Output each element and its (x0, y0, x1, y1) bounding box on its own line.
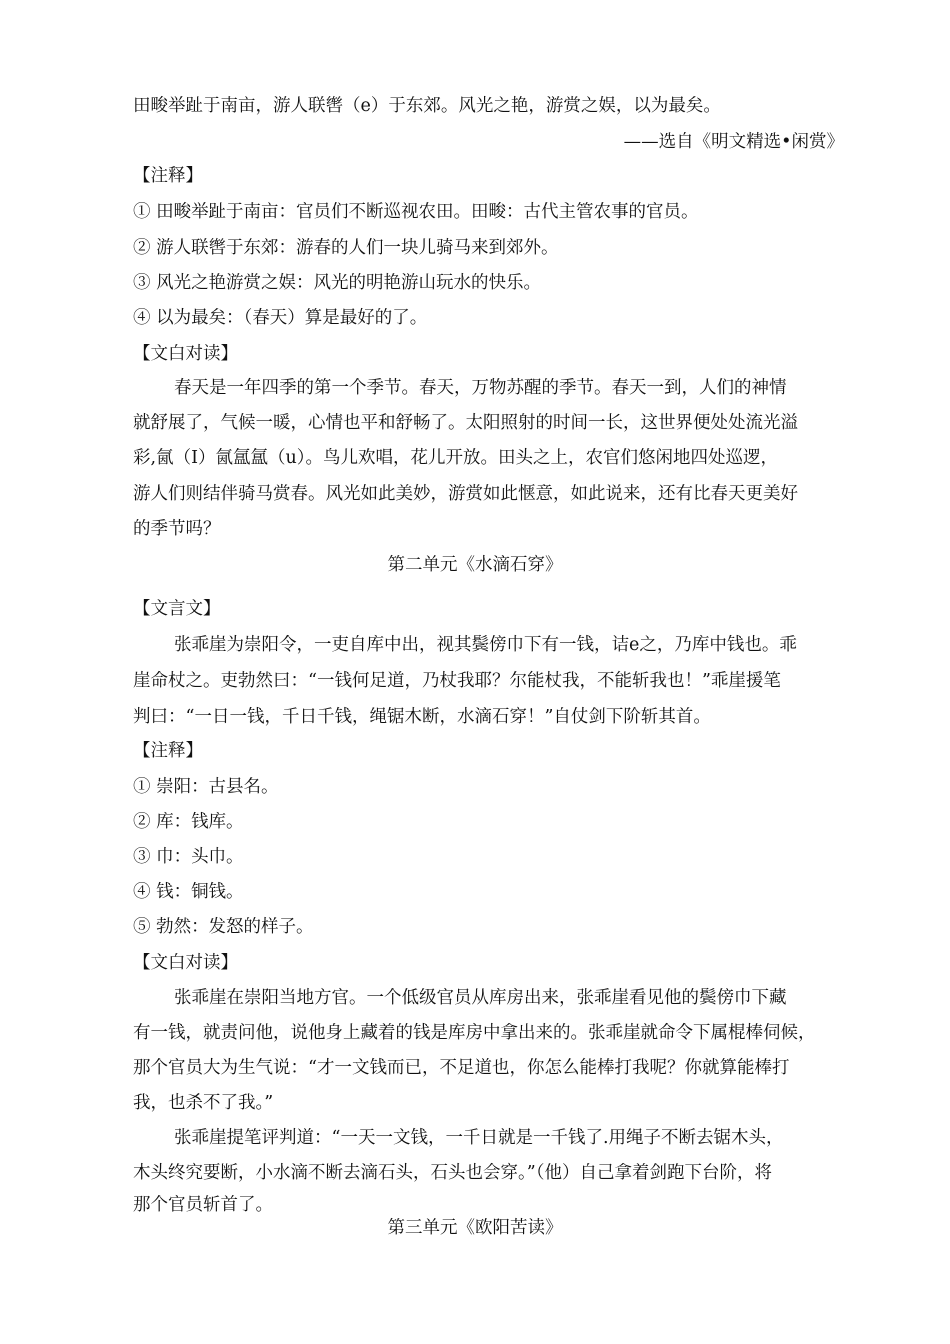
classical-line: 崖命杖之。吏勃然曰：“一钱何足道，乃杖我耶？尔能杖我，不能斩我也！”乖崖援笔 (133, 671, 781, 691)
note-item: ① 崇阳：古县名。 (133, 777, 279, 797)
classical-text-last-line: 田畯举趾于南亩，游人联辔（e）于东郊。风光之艳，游赏之娱，以为最矣。 (133, 96, 721, 116)
note-item: ② 游人联辔于东郊：游春的人们一块儿骑马来到郊外。 (133, 238, 559, 258)
notes-heading: 【注释】 (133, 166, 203, 186)
note-item: ③ 巾：头巾。 (133, 847, 244, 867)
translation-line: 彩,氤（I）氤氲氲（u）。鸟儿欢唱，花儿开放。田头之上，农官们悠闲地四处巡逻， (133, 448, 778, 468)
note-item: ④ 钱：铜钱。 (133, 882, 244, 902)
translation-heading: 【文白对读】 (133, 953, 238, 973)
translation-line: 张乖崖在崇阳当地方官。一个低级官员从库房出来，张乖崖看见他的鬓傍巾下藏 (174, 988, 787, 1008)
translation-line: 那个官员大为生气说：“才一文钱而已，不足道也，你怎么能棒打我呢？你就算能棒打 (133, 1058, 790, 1078)
note-item: ② 库：钱库。 (133, 812, 244, 832)
classical-line: 判曰：“一日一钱，千日千钱，绳锯木断，水滴石穿！”自仗剑下阶斩其首。 (133, 707, 711, 727)
translation-line: 春天是一年四季的第一个季节。春天，万物苏醒的季节。春天一到，人们的神情 (174, 378, 787, 398)
translation-line: 张乖崖提笔评判道：“一天一文钱，一千日就是一千钱了.用绳子不断去锯木头， (174, 1128, 784, 1148)
note-item: ④ 以为最矣：（春天）算是最好的了。 (133, 308, 428, 328)
translation-line: 那个官员斩首了。 (133, 1195, 273, 1215)
translation-heading: 【文白对读】 (133, 344, 238, 364)
note-item: ① 田畯举趾于南亩：官员们不断巡视农田。田畯：古代主管农事的官员。 (133, 202, 699, 222)
translation-line: 木头终究要断，小水滴不断去滴石头，石头也会穿。”（他）自己拿着剑跑下台阶，将 (133, 1163, 772, 1183)
translation-line: 的季节吗？ (133, 519, 221, 539)
translation-line: 就舒展了，气候一暖，心情也平和舒畅了。太阳照射的时间一长，这世界便处处流光溢 (133, 413, 798, 433)
classical-heading: 【文言文】 (133, 599, 221, 619)
translation-line: 游人们则结伴骑马赏春。风光如此美妙，游赏如此惬意，如此说来，还有比春天更美好 (133, 484, 798, 504)
unit-title: 第三单元《欧阳苦读》 (387, 1218, 563, 1238)
note-item: ⑤ 勃然：发怒的样子。 (133, 917, 314, 937)
source-citation: ——选自《明文精选•闲赏》 (623, 132, 844, 152)
translation-line: 我，也杀不了我。” (133, 1093, 274, 1113)
note-item: ③ 风光之艳游赏之娱：风光的明艳游山玩水的快乐。 (133, 273, 542, 293)
translation-line: 有一钱，就责问他，说他身上藏着的钱是库房中拿出来的。张乖崖就命令下属棍棒伺候， (133, 1023, 816, 1043)
unit-title: 第二单元《水滴石穿》 (387, 555, 563, 575)
classical-line: 张乖崖为崇阳令，一吏自库中出，视其鬓傍巾下有一钱，诘e之，乃库中钱也。乖 (174, 635, 797, 655)
notes-heading: 【注释】 (133, 741, 203, 761)
